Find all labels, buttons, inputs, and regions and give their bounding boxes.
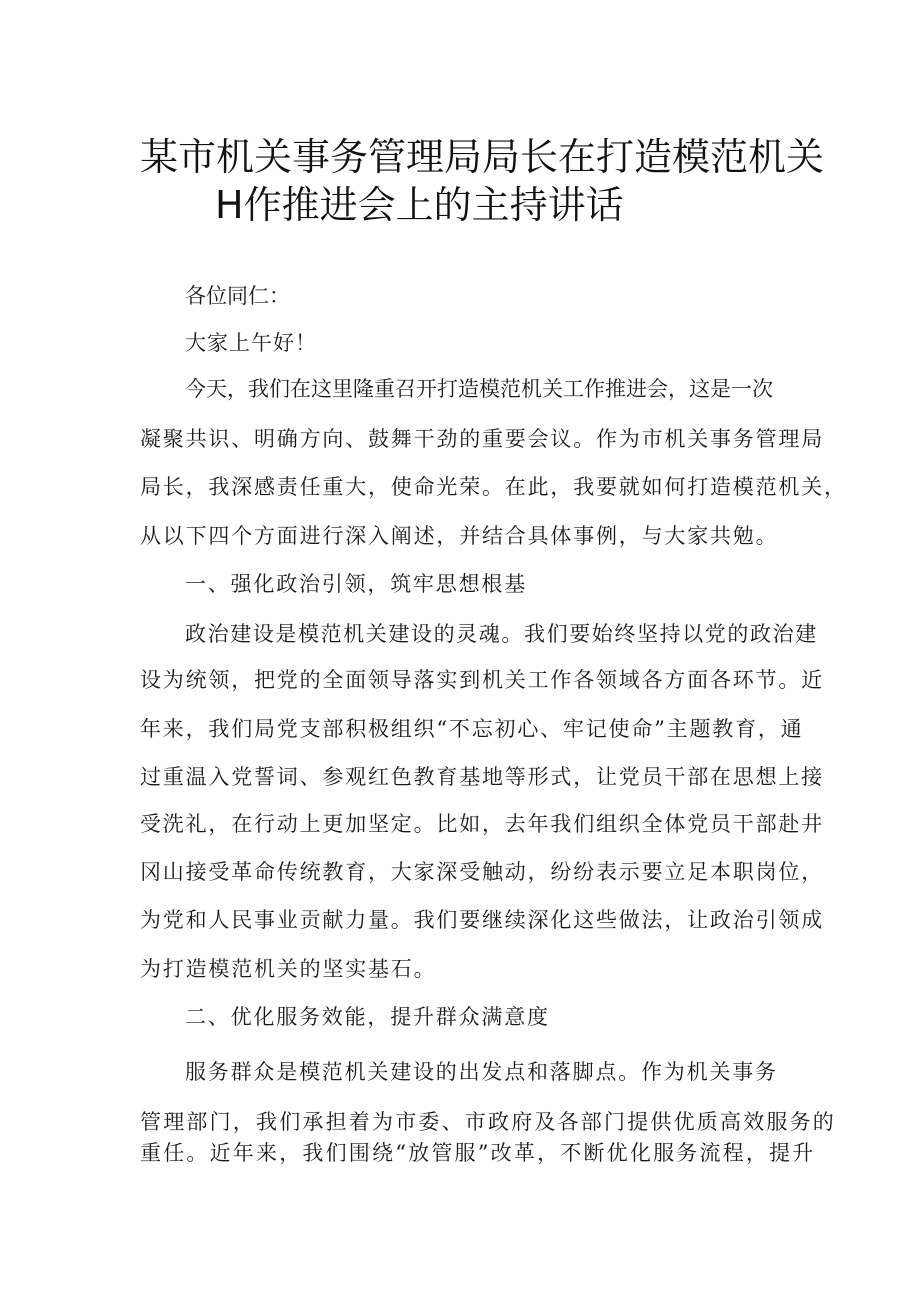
paragraph-line: 受洗礼，在行动上更加坚定。比如，去年我们组织全体党员干部赴井: [140, 812, 824, 836]
paragraph-line: 为打造模范机关的坚实基石。: [140, 957, 437, 981]
paragraph-line: 为党和人民事业贡献力量。我们要继续深化这些做法，让政治引领成: [140, 908, 824, 932]
paragraph-line: 过重温入党誓词、参观红色教育基地等形式，让党员干部在思想上接: [140, 765, 824, 789]
paragraph-line: 重任。近年来，我们围绕“放管服”改革，不断优化服务流程，提升: [140, 1141, 816, 1165]
paragraph-line: 局长，我深感责任重大，使命光荣。在此，我要就如何打造模范机关，: [140, 475, 847, 499]
paragraph-line: 凝聚共识、明确方向、鼓舞干劲的重要会议。作为市机关事务管理局: [140, 427, 824, 451]
paragraph-line: 冈山接受革命传统教育，大家深受触动，纷纷表示要立足本职岗位，: [140, 860, 824, 884]
salutation: 各位同仁：: [185, 284, 290, 308]
paragraph-line: 设为统领，把党的全面领导落实到机关工作各领域各方面各环节。近: [140, 668, 824, 692]
paragraph-line: 年来，我们局党支部积极组织“不忘初心、牢记使命”主题教育，通: [140, 717, 804, 741]
section-heading-2: 二、优化服务效能，提升群众满意度: [185, 1005, 550, 1029]
document-title-line-1: 某市机关事务管理局局长在打造模范机关: [140, 135, 825, 179]
paragraph-line: 从以下四个方面进行深入阐述，并结合具体事例，与大家共勉。: [140, 524, 779, 548]
greeting: 大家上午好！: [185, 331, 317, 355]
document-title-line-2: H作推进会上的主持讲话: [215, 183, 624, 227]
paragraph-line: 政治建设是模范机关建设的灵魂。我们要始终坚持以党的政治建: [185, 622, 818, 646]
paragraph-line: 管理部门，我们承担着为市委、市政府及各部门提供优质高效服务的: [140, 1110, 836, 1134]
section-heading-1: 一、强化政治引领，筑牢思想根基: [185, 572, 527, 596]
paragraph-line: 今天，我们在这里隆重召开打造模范机关工作推进会，这是一次: [185, 377, 773, 401]
paragraph-line: 服务群众是模范机关建设的出发点和落脚点。作为机关事务: [185, 1060, 778, 1084]
